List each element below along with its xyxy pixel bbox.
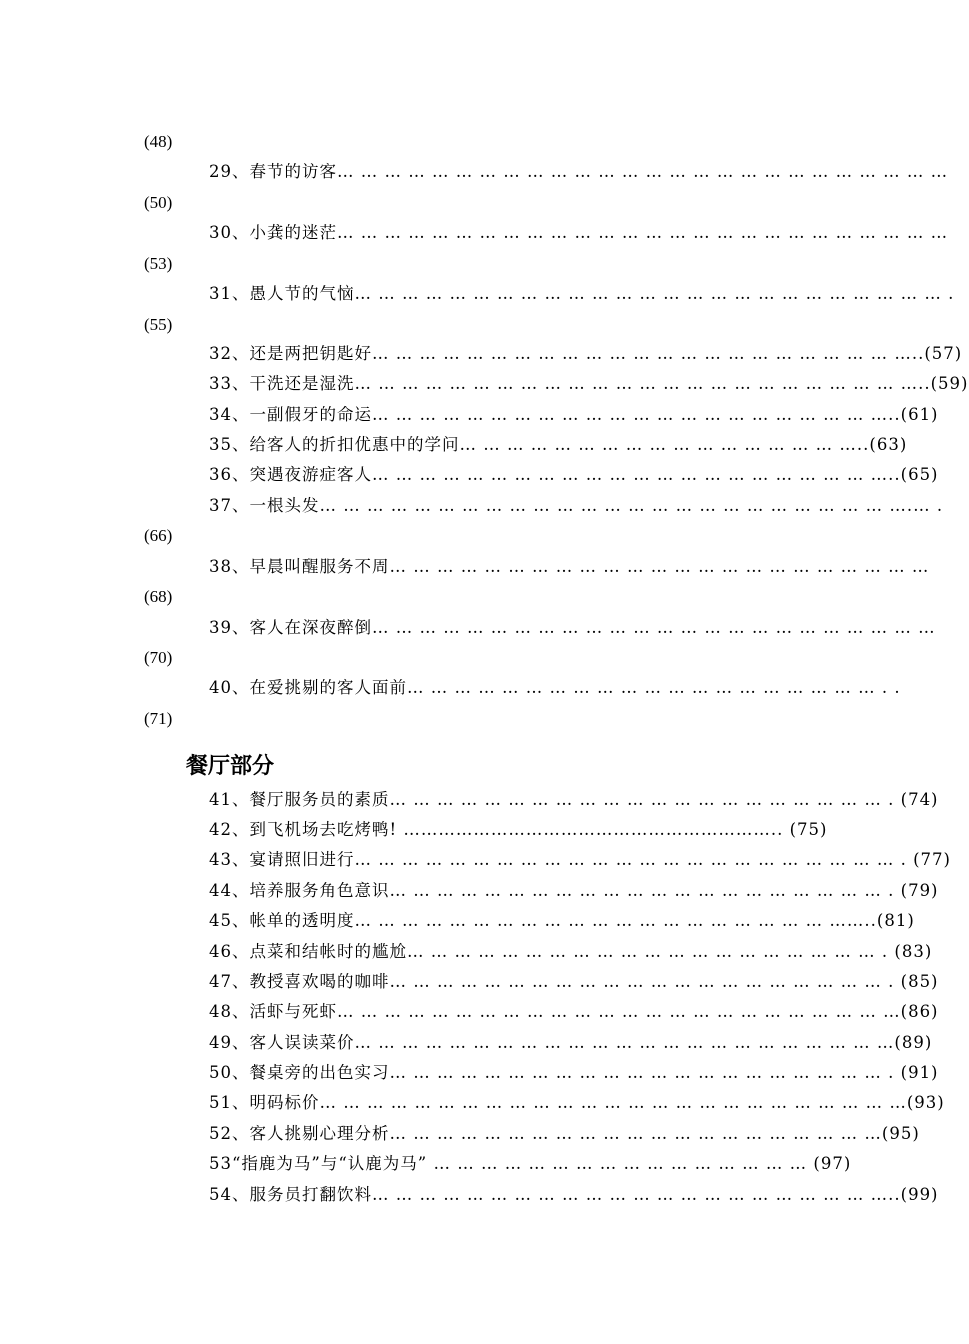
toc-entry: 42、到飞机场去吃烤鸭! ……………………………………………………….. (75)	[209, 820, 828, 839]
toc-entry: 38、早晨叫醒服务不周… … … … … … … … … … … … … … … … … … … … … … …	[209, 557, 930, 576]
toc-entry: 49、客人误读菜价… … … … … … … … … … … … … … … … … … … … … … …(89)	[209, 1033, 933, 1052]
toc-entry: 51、明码标价… … … … … … … … … … … … … … … … … … … … … … … … …(93)	[209, 1093, 945, 1112]
toc-entry: 40、在爱挑剔的客人面前… … … … … … … … … … … … … … … … … … … … . .	[209, 678, 901, 697]
toc-page-number: (50)	[144, 193, 173, 212]
toc-entry: 48、活虾与死虾… … … … … … … … … … … … … … … … … … … … … … … …(86)	[209, 1002, 939, 1021]
toc-entry: 50、餐桌旁的出色实习… … … … … … … … … … … … … … … … … … … … … . (91)	[209, 1063, 939, 1082]
toc-entry: 47、教授喜欢喝的咖啡… … … … … … … … … … … … … … … … … … … … … . (85)	[209, 972, 939, 991]
toc-page-number: (53)	[144, 254, 173, 273]
toc-entry: 37、一根头发… … … … … … … … … … … … … … … … … … … … … … … … ….… .	[209, 496, 944, 515]
toc-entry: 34、一副假牙的命运… … … … … … … … … … … … … … … … … … … … … …..(61)	[209, 405, 939, 424]
toc-entry: 52、客人挑剔心理分析… … … … … … … … … … … … … … … … … … … … …(95)	[209, 1124, 920, 1143]
toc-entry: 30、小龚的迷茫… … … … … … … … … … … … … … … … … … … … … … … … … …	[209, 223, 949, 242]
toc-entry: 43、宴请照旧进行… … … … … … … … … … … … … … … … … … … … … … … . (77)	[209, 850, 951, 869]
toc-entry: 29、春节的访客… … … … … … … … … … … … … … … … … … … … … … … … … …	[209, 162, 949, 181]
toc-entry: 39、客人在深夜醉倒… … … … … … … … … … … … … … … … … … … … … … … …	[209, 618, 936, 637]
toc-page-number: (55)	[144, 315, 173, 334]
toc-page-number: (48)	[144, 132, 173, 151]
toc-entry: 44、培养服务角色意识… … … … … … … … … … … … … … … … … … … … … . (79)	[209, 881, 939, 900]
toc-entry: 35、给客人的折扣优惠中的学问… … … … … … … … … … … … … … … … …..(63)	[209, 435, 908, 454]
toc-entry: 33、干洗还是湿洗… … … … … … … … … … … … … … … … … … … … … … … …..(59)	[209, 374, 969, 393]
toc-entry: 45、帐单的透明度… … … … … … … … … … … … … … … … … … … … ……..(81)	[209, 911, 915, 930]
toc-entry: 41、餐厅服务员的素质… … … … … … … … … … … … … … … … … … … … … . (74)	[209, 790, 939, 809]
section-heading-restaurant: 餐厅部分	[186, 754, 275, 779]
toc-entry: 36、突遇夜游症客人… … … … … … … … … … … … … … … … … … … … … …..(65)	[209, 465, 939, 484]
toc-page-number: (68)	[144, 587, 173, 606]
toc-entry: 46、点菜和结帐时的尴尬… … … … … … … … … … … … … … … … … … … … . (83)	[209, 942, 933, 961]
toc-page-number: (66)	[144, 526, 173, 545]
toc-entry: 54、服务员打翻饮料… … … … … … … … … … … … … … … … … … … … … …..(99)	[209, 1185, 939, 1204]
toc-page-number: (70)	[144, 648, 173, 667]
toc-entry: 31、愚人节的气恼… … … … … … … … … … … … … … … … … … … … … … … … … .	[209, 284, 955, 303]
toc-page-number: (71)	[144, 709, 173, 728]
toc-entry: 53“指鹿为马”与“认鹿为马” … … … … … … … … … … … … … … … … (97)	[209, 1154, 852, 1173]
toc-entry: 32、还是两把钥匙好… … … … … … … … … … … … … … … … … … … … … … …..(57)	[209, 344, 963, 363]
